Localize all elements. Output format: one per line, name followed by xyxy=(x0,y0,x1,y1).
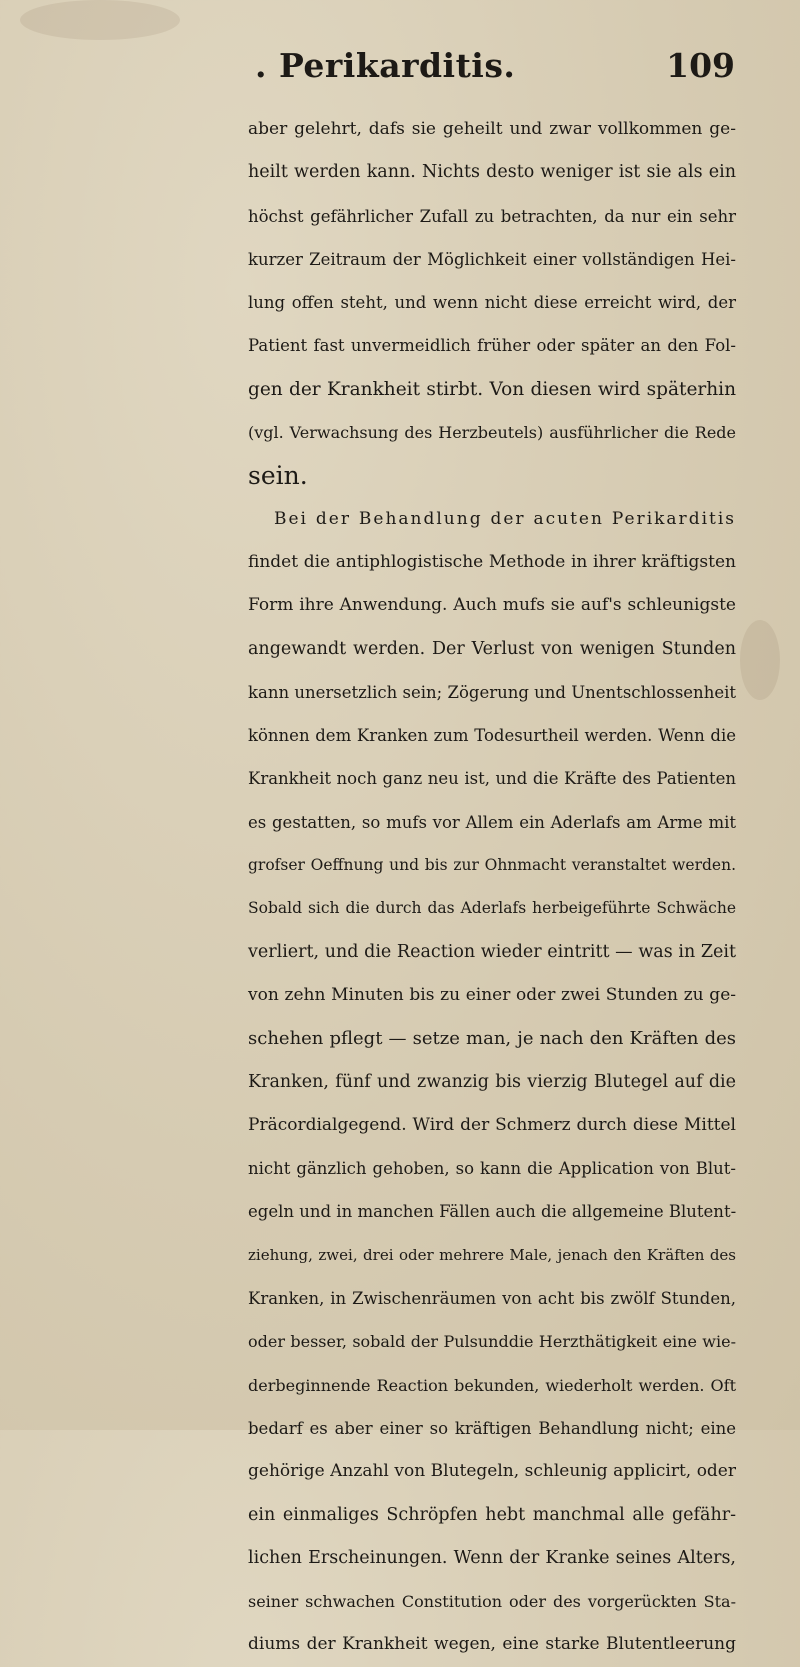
text-line: findet die antiphlogistische Methode in ihrer kräftigsten xyxy=(248,551,736,572)
page-number: 109 xyxy=(666,46,735,85)
text-line: es gestatten, so mufs vor Allem ein Aderlafs am Arme mit xyxy=(248,812,736,832)
text-line: gen der Krankheit stirbt. Von diesen wird späterhin xyxy=(248,378,736,400)
text-line: Kranken, fünf und zwanzig bis vierzig Blutegel auf die xyxy=(248,1071,736,1092)
text-line: kurzer Zeitraum der Möglichkeit einer vollständigen Hei- xyxy=(248,249,736,269)
text-line: angewandt werden. Der Verlust von wenigen Stunden xyxy=(248,638,736,659)
text-line: oder besser, sobald der Pulsunddie Herzthätigkeit eine wie- xyxy=(248,1332,736,1352)
text-line: (vgl. Verwachsung des Herzbeutels) ausführlicher die Rede xyxy=(248,423,736,443)
text-line: verliert, und die Reaction wieder eintritt — was in Zeit xyxy=(248,941,736,962)
text-line: schehen pflegt — setze man, je nach den Kräften des xyxy=(248,1028,736,1050)
text-line: höchst gefährlicher Zufall zu betrachten, da nur ein sehr xyxy=(248,206,736,226)
running-title: . Perikarditis. xyxy=(255,46,516,85)
text-line: kann unersetzlich sein; Zögerung und Unentschlossenheit xyxy=(248,682,736,702)
text-line: Kranken, in Zwischenräumen von acht bis zwölf Stunden, xyxy=(248,1289,736,1309)
text-line: lichen Erscheinungen. Wenn der Kranke seines Alters, xyxy=(248,1547,736,1568)
text-line: diums der Krankheit wegen, eine starke Blutentleerung xyxy=(248,1634,736,1655)
text-line: ein einmaliges Schröpfen hebt manchmal alle gefähr- xyxy=(248,1504,736,1525)
text-line: ziehung, zwei, drei oder mehrere Male, jenach den Kräften des xyxy=(248,1245,736,1264)
section-heading-line: Bei der Behandlung der acuten Perikarditis xyxy=(274,508,736,529)
text-line: lung offen steht, und wenn nicht diese erreicht wird, der xyxy=(248,293,736,313)
page-stain xyxy=(740,620,780,700)
text-line: gehörige Anzahl von Blutegeln, schleunig applicirt, oder xyxy=(248,1461,736,1482)
text-line: grofser Oeffnung und bis zur Ohnmacht veranstaltet werden. xyxy=(248,856,736,875)
text-line: nicht gänzlich gehoben, so kann die Application von Blut- xyxy=(248,1159,736,1179)
text-line: derbeginnende Reaction bekunden, wiederholt werden. Oft xyxy=(248,1375,736,1395)
text-line: sein. xyxy=(248,461,308,491)
page-stain xyxy=(20,0,180,40)
body-text xyxy=(248,108,736,1667)
text-line: seiner schwachen Constitution oder des vorgerückten Sta- xyxy=(248,1592,736,1612)
text-line: von zehn Minuten bis zu einer oder zwei Stunden zu ge- xyxy=(248,984,736,1005)
text-line: Patient fast unvermeidlich früher oder später an den Fol- xyxy=(248,336,736,356)
text-line: heilt werden kann. Nichts desto weniger ist sie als ein xyxy=(248,162,736,183)
text-line: Präcordialgegend. Wird der Schmerz durch diese Mittel xyxy=(248,1114,736,1135)
page-header xyxy=(255,46,735,96)
text-line: aber gelehrt, dafs sie geheilt und zwar vollkommen ge- xyxy=(248,119,736,139)
text-line: Krankheit noch ganz neu ist, und die Kräfte des Patienten xyxy=(248,769,736,789)
text-line: Sobald sich die durch das Aderlafs herbeigeführte Schwäche xyxy=(248,899,736,918)
text-line: können dem Kranken zum Todesurtheil werden. Wenn die xyxy=(248,726,736,746)
text-line: Form ihre Anwendung. Auch mufs sie auf's schleunigste xyxy=(248,595,736,616)
text-line: bedarf es aber einer so kräftigen Behandlung nicht; eine xyxy=(248,1418,736,1438)
text-line: egeln und in manchen Fällen auch die allgemeine Blutent- xyxy=(248,1202,737,1222)
